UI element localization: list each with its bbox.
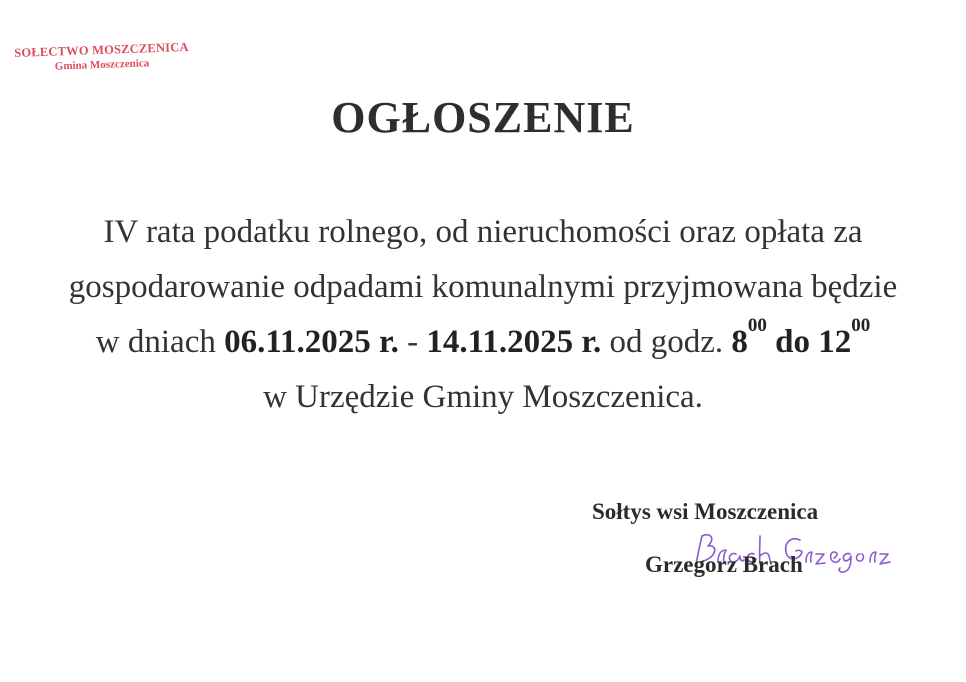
official-stamp (14, 40, 189, 76)
body-line-3 (10, 315, 956, 370)
date-dash: - (398, 324, 427, 360)
announcement-body (10, 205, 956, 425)
hour-to-minutes: 00 (851, 315, 871, 336)
stamp-line-2: Gmina Moszczenica (54, 57, 150, 73)
dates-prefix: w dniach (95, 324, 225, 360)
hours-between: do (766, 324, 819, 360)
hour-from-minutes: 00 (747, 315, 767, 336)
body-line-4: w Urzędzie Gminy Moszczenica. (263, 379, 703, 415)
hour-to: $12^{00}$ (818, 315, 871, 360)
document-title: OGŁOSZENIE (331, 93, 635, 142)
hours-prefix: od godz. (601, 324, 732, 360)
signatory-role: Sołtys wsi Moszczenica (592, 499, 819, 524)
date-to: 14.11.2025 r. (426, 324, 602, 360)
hour-from: $8^{00}$ (731, 315, 767, 360)
body-line-2: gospodarowanie odpadami komunalnymi przyjmowana będzie (68, 269, 898, 305)
signatory-name: Grzegorz Brach (645, 552, 803, 577)
date-from: 06.11.2025 r. (224, 324, 399, 360)
body-line-1: IV rata podatku rolnego, od nieruchomości oraz opłata za (103, 214, 863, 250)
stamp-line-1: SOŁECTWO MOSZCZENICA (14, 39, 189, 60)
